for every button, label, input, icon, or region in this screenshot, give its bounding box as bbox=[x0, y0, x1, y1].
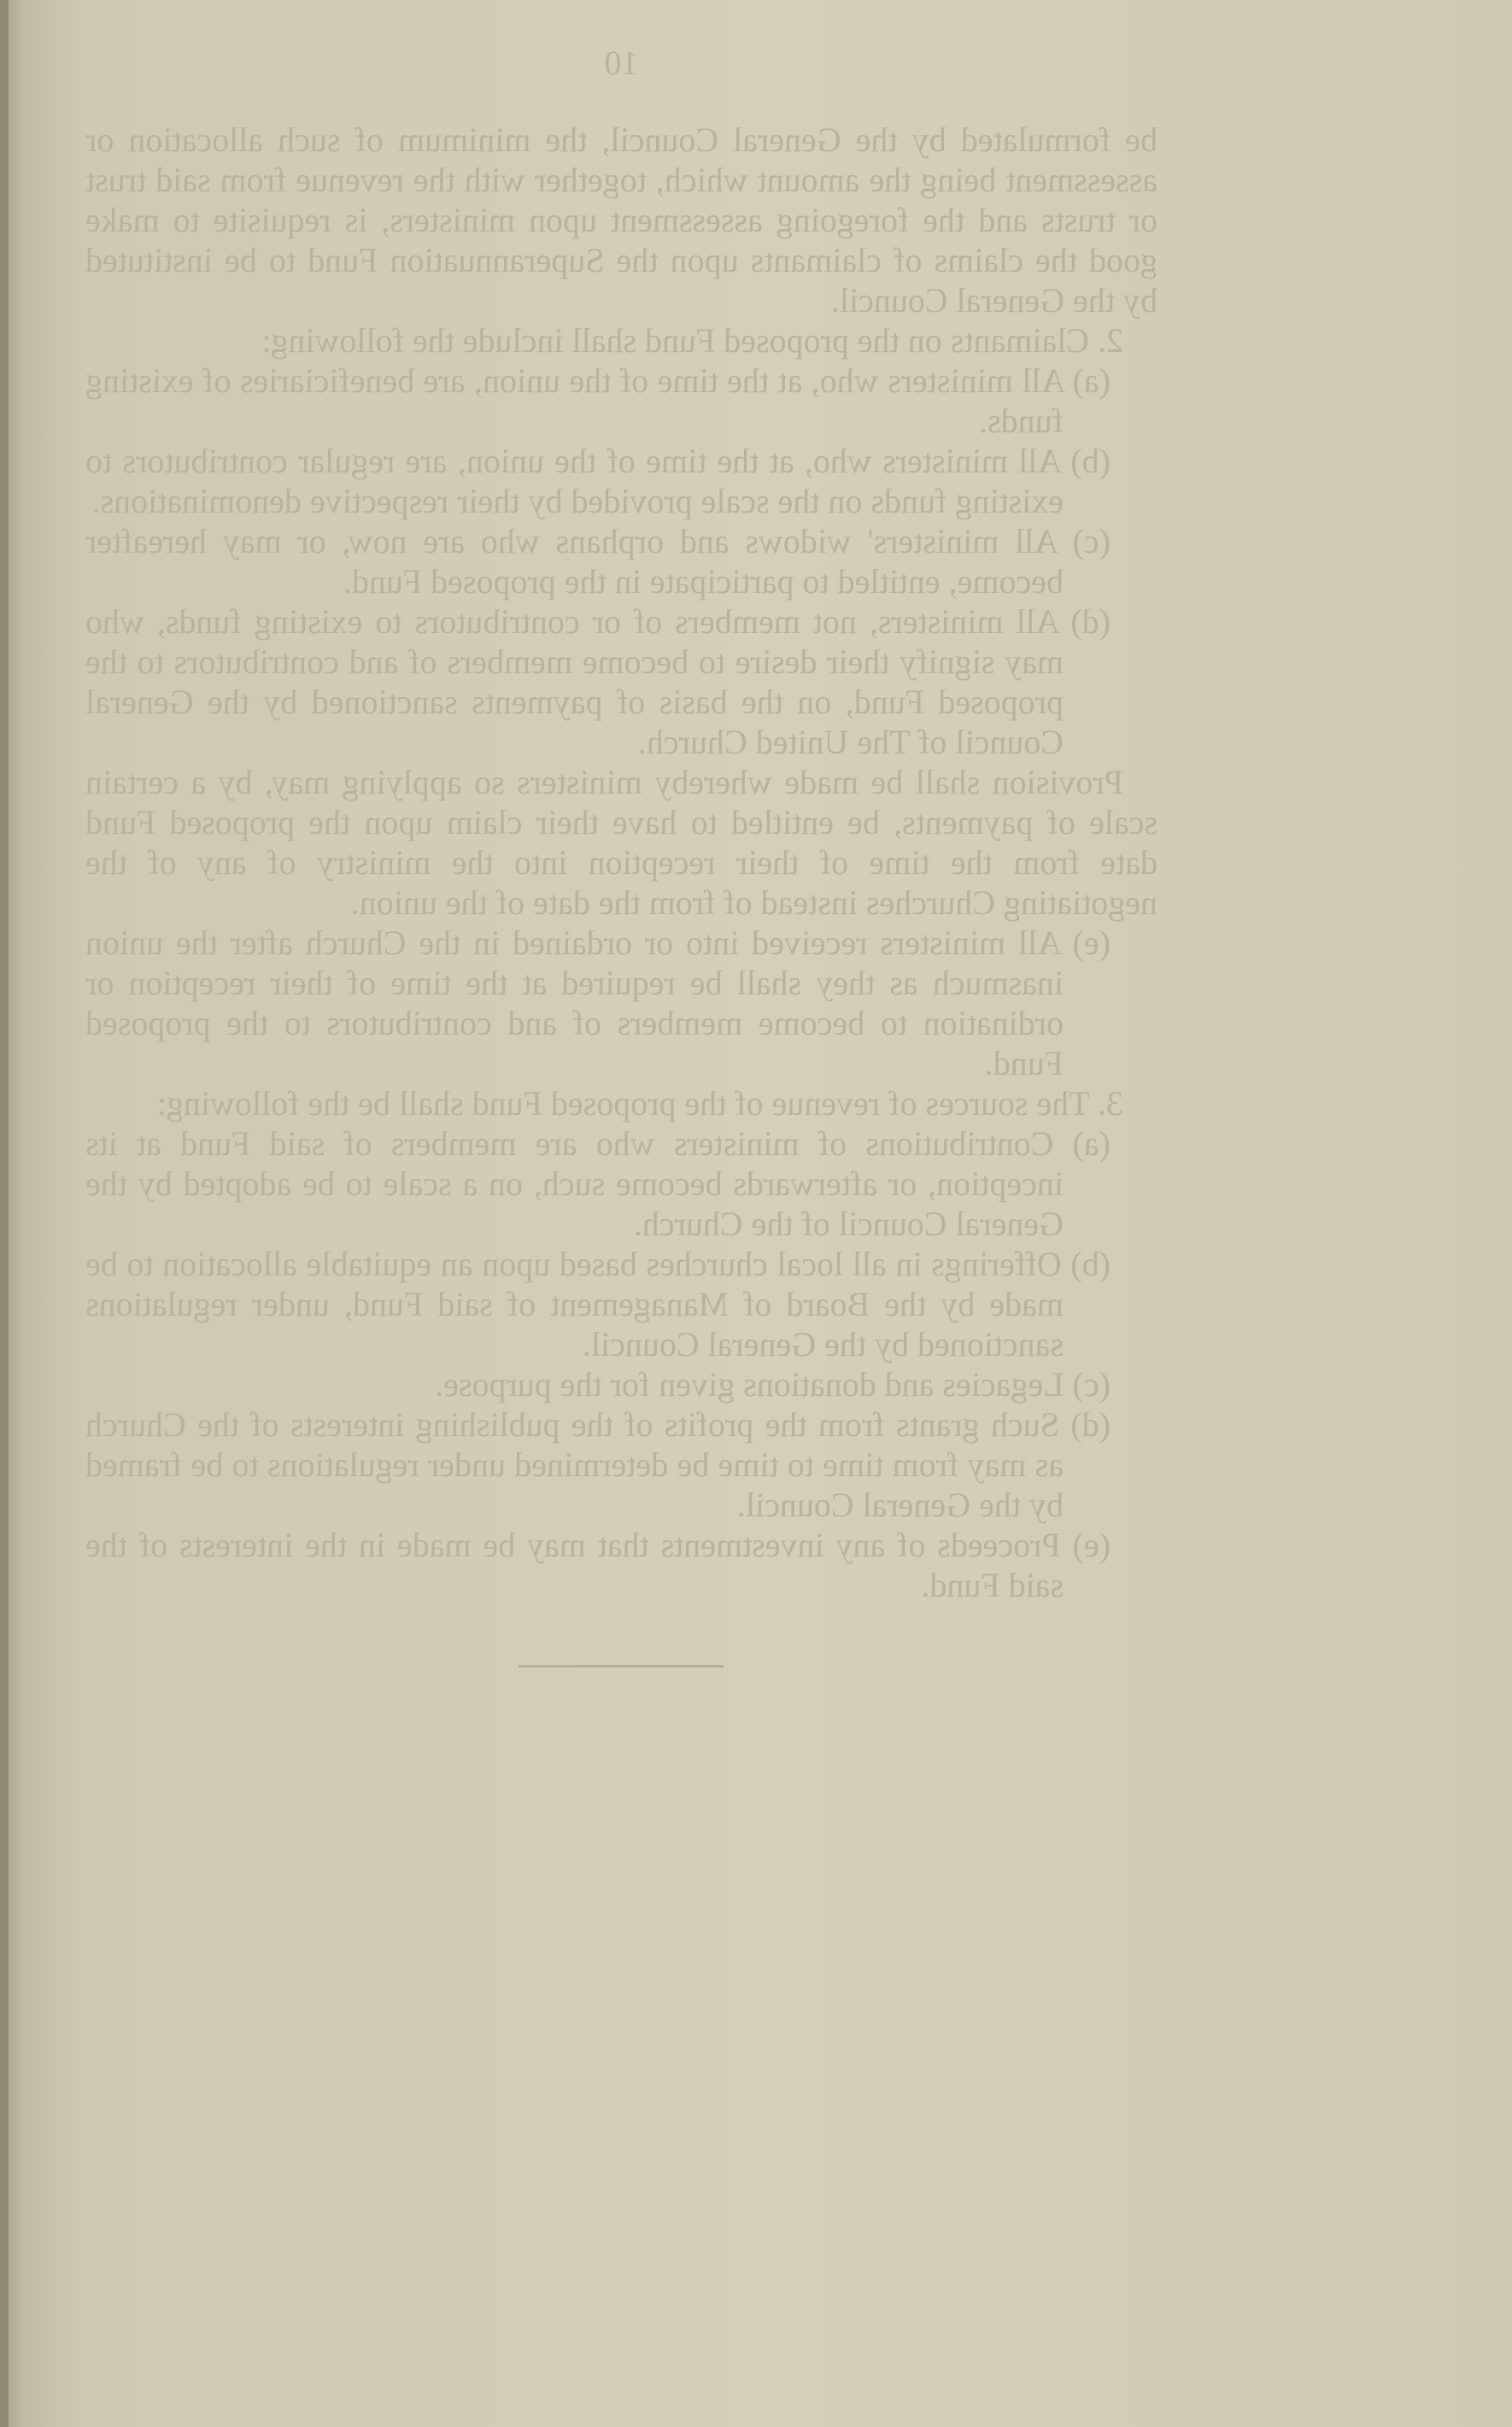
clause-3b: (b) Offerings in all local churches based upon an equitable allocation to be made by the Board of Management of said Fund, under regulations sanctioned by the General Council. bbox=[85, 1245, 1111, 1363]
intro-paragraph: be formulated by the General Council, the minimum of such allocation or assessment being the amount which, together with the revenue from said trust or trusts and the foregoing assessment upon ministers, is requisite to make good the claims of claimants upon the Superannuation Fund to be instituted by the General Council. bbox=[85, 120, 1157, 319]
clause-3e: (e) Proceeds of any investments that may be made in the interests of the said Fund. bbox=[85, 1526, 1111, 1604]
section-3-heading: 3. The sources of revenue of the proposed Fund shall be the following: bbox=[156, 1084, 1123, 1123]
page-edge-shadow bbox=[0, 0, 9, 2427]
clause-3d: (d) Such grants from the profits of the publishing interests of the Church as may from time to time be determined under regulations to be framed by the General Council. bbox=[85, 1405, 1111, 1524]
clause-2c: (c) All ministers' widows and orphans who are now, or may hereafter become, entitled to participate in the proposed Fund. bbox=[85, 522, 1111, 601]
bleed-through-text-block bbox=[85, 44, 1157, 1668]
clause-2a: (a) All ministers who, at the time of the union, are beneficiaries of existing funds. bbox=[85, 361, 1111, 440]
clause-3a: (a) Contributions of ministers who are members of said Fund at its inception, or afterwards become such, on a scale to be adopted by the General Council of the Church. bbox=[85, 1124, 1111, 1243]
provision-paragraph: Provision shall be made whereby ministers so applying may, by a certain scale of payments, be entitled to have their claim upon the proposed Fund date from the time of their reception into the ministry of any of the negotiating Churches instead of from the date of the union. bbox=[85, 763, 1157, 922]
clause-2b: (b) All ministers who, at the time of the union, are regular contributors to existing funds on the scale provided by their respective denominations. bbox=[85, 442, 1111, 520]
clause-2e: (e) All ministers received into or ordained in the Church after the union inasmuch as they shall be required at the time of their reception or ordination to become members of and contributors to the proposed Fund. bbox=[85, 923, 1111, 1082]
clause-3c: (c) Legacies and donations given for the purpose. bbox=[435, 1365, 1111, 1404]
clause-2d: (d) All ministers, not members of or contributors to existing funds, who may signify their desire to become members of and contributors to the proposed Fund, on the basis of payments sanctioned by the General Council of The United Church. bbox=[85, 602, 1111, 761]
section-2-heading: 2. Claimants on the proposed Fund shall include the following: bbox=[261, 321, 1123, 360]
page-number: 10 bbox=[604, 44, 639, 82]
closing-rule bbox=[519, 1665, 724, 1668]
